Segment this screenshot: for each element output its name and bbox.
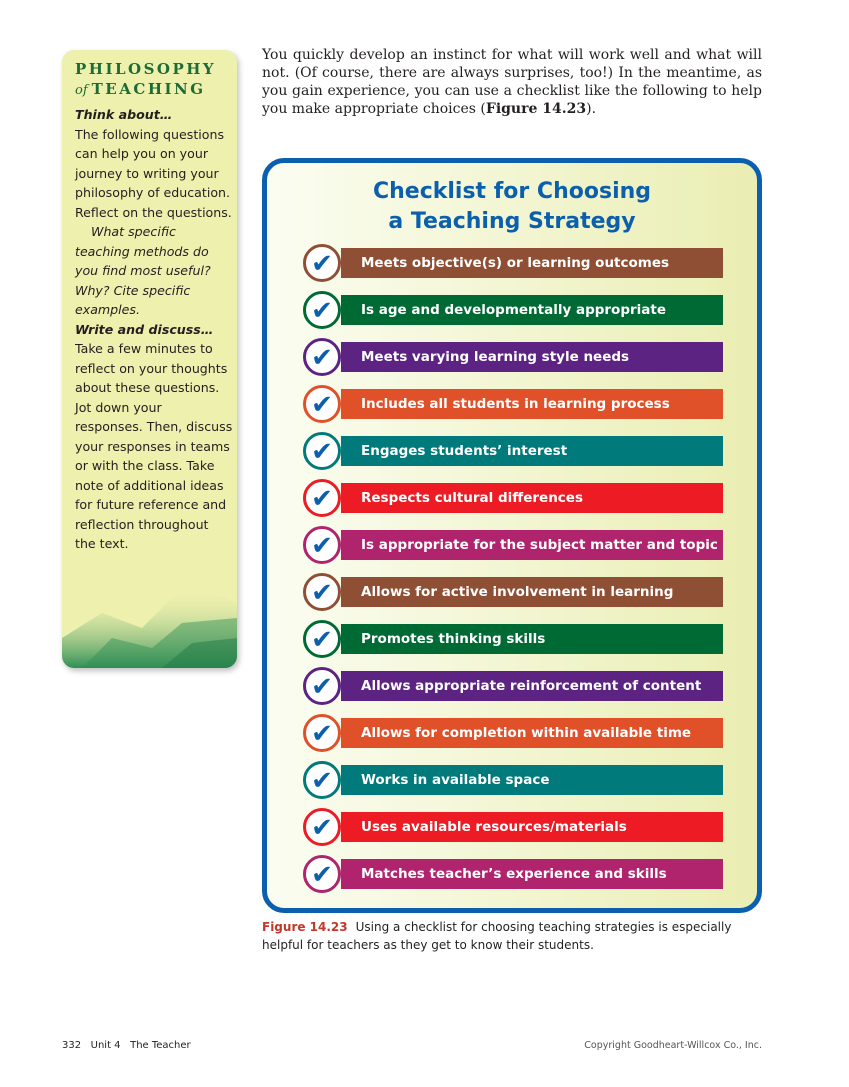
sidebar-title: PHILOSOPHY (75, 60, 217, 78)
checkmark-icon: ✔ (303, 808, 341, 846)
item-label: Works in available space (361, 772, 550, 788)
checkmark-icon: ✔ (303, 714, 341, 752)
checklist-item (303, 668, 723, 704)
checklist-item (303, 386, 723, 422)
intro-paragraph (262, 46, 762, 118)
intro-end: ). (586, 101, 597, 117)
intro-text: You quickly develop an instinct for what will work well and what will not. (Of course, there are always surprises, too!) In the meantime, as you gain experience, you can use a checklist like the following to help you make appropriate choices ( (262, 47, 762, 117)
checklist-figure (262, 158, 762, 913)
checklist-item (303, 856, 723, 892)
title-line-1: Checklist for Choosing (372, 179, 652, 204)
checklist-item (303, 762, 723, 798)
item-label: Includes all students in learning process (361, 396, 670, 412)
checklist-item (303, 339, 723, 375)
item-bar (341, 577, 723, 607)
checkmark-icon: ✔ (303, 338, 341, 376)
caption-label: Figure 14.23 (262, 920, 348, 934)
checklist-item (303, 715, 723, 751)
checklist-item (303, 574, 723, 610)
checklist-item (303, 527, 723, 563)
copyright: Copyright Goodheart-Willcox Co., Inc. (584, 1040, 762, 1051)
checklist-item (303, 809, 723, 845)
item-label: Allows appropriate reinforcement of content (361, 678, 702, 694)
item-label: Matches teacher’s experience and skills (361, 866, 667, 882)
title-teaching: TEACHING (91, 80, 206, 98)
checkmark-icon: ✔ (303, 667, 341, 705)
write-heading: Write and discuss… (75, 321, 214, 337)
caption-text: Using a checklist for choosing teaching strategies is especially helpful for teachers as they get to know their students. (262, 920, 732, 952)
title-of: of (75, 83, 88, 98)
checkmark-icon: ✔ (303, 855, 341, 893)
item-bar (341, 342, 723, 372)
checklist-item (303, 433, 723, 469)
item-bar (341, 624, 723, 654)
figure-caption (262, 918, 762, 954)
checkmark-icon: ✔ (303, 573, 341, 611)
item-bar (341, 859, 723, 889)
page-footer-left (62, 1040, 191, 1051)
checkmark-icon: ✔ (303, 385, 341, 423)
item-bar (341, 483, 723, 513)
checkmark-icon: ✔ (303, 291, 341, 329)
sidebar-title-2 (75, 79, 233, 101)
section-label: The Teacher (130, 1040, 191, 1051)
checklist-item (303, 480, 723, 516)
item-bar (341, 530, 723, 560)
item-label: Allows for completion within available time (361, 725, 692, 741)
item-label: Respects cultural differences (361, 490, 583, 506)
checkmark-icon: ✔ (303, 432, 341, 470)
figure-reference: Figure 14.23 (485, 101, 587, 117)
item-bar (341, 671, 723, 701)
title-line-2: a Teaching Strategy (388, 209, 636, 234)
item-bar (341, 718, 723, 748)
checkmark-icon: ✔ (303, 620, 341, 658)
checkmark-icon: ✔ (303, 244, 341, 282)
item-bar (341, 812, 723, 842)
page-number: 332 (62, 1040, 82, 1051)
item-label: Uses available resources/materials (361, 819, 627, 835)
checkmark-icon: ✔ (303, 526, 341, 564)
item-bar (341, 389, 723, 419)
checklist-item (303, 245, 723, 281)
checkmark-icon: ✔ (303, 761, 341, 799)
write-text: Take a few minutes to reflect on your thoughts about these questions. Jot down your responses. Then, discuss your responses in teams or with the class. Take note of additional ideas for future reference and reflection throughout the text. (75, 341, 233, 551)
item-label: Is age and developmentally appropriate (361, 302, 667, 318)
item-bar (341, 765, 723, 795)
checklist-item (303, 621, 723, 657)
question-text: What specific teaching methods do you find most useful? Why? Cite specific examples. (75, 224, 211, 317)
item-label: Engages students’ interest (361, 443, 568, 459)
item-bar (341, 248, 723, 278)
item-bar (341, 295, 723, 325)
item-label: Promotes thinking skills (361, 631, 546, 647)
item-label: Is appropriate for the subject matter and topic (361, 537, 718, 553)
hexagon-decoration (62, 568, 237, 668)
think-heading: Think about… (75, 107, 173, 122)
checklist-title (267, 177, 757, 237)
unit-label: Unit 4 (90, 1040, 121, 1051)
checkmark-icon: ✔ (303, 479, 341, 517)
checklist-item (303, 292, 723, 328)
philosophy-sidebar (62, 50, 237, 668)
item-bar (341, 436, 723, 466)
item-label: Meets objective(s) or learning outcomes (361, 255, 670, 271)
item-label: Allows for active involvement in learning (361, 584, 674, 600)
think-text: The following questions can help you on your journey to writing your philosophy of education. Reflect on the questions. (75, 126, 232, 220)
item-label: Meets varying learning style needs (361, 349, 630, 365)
